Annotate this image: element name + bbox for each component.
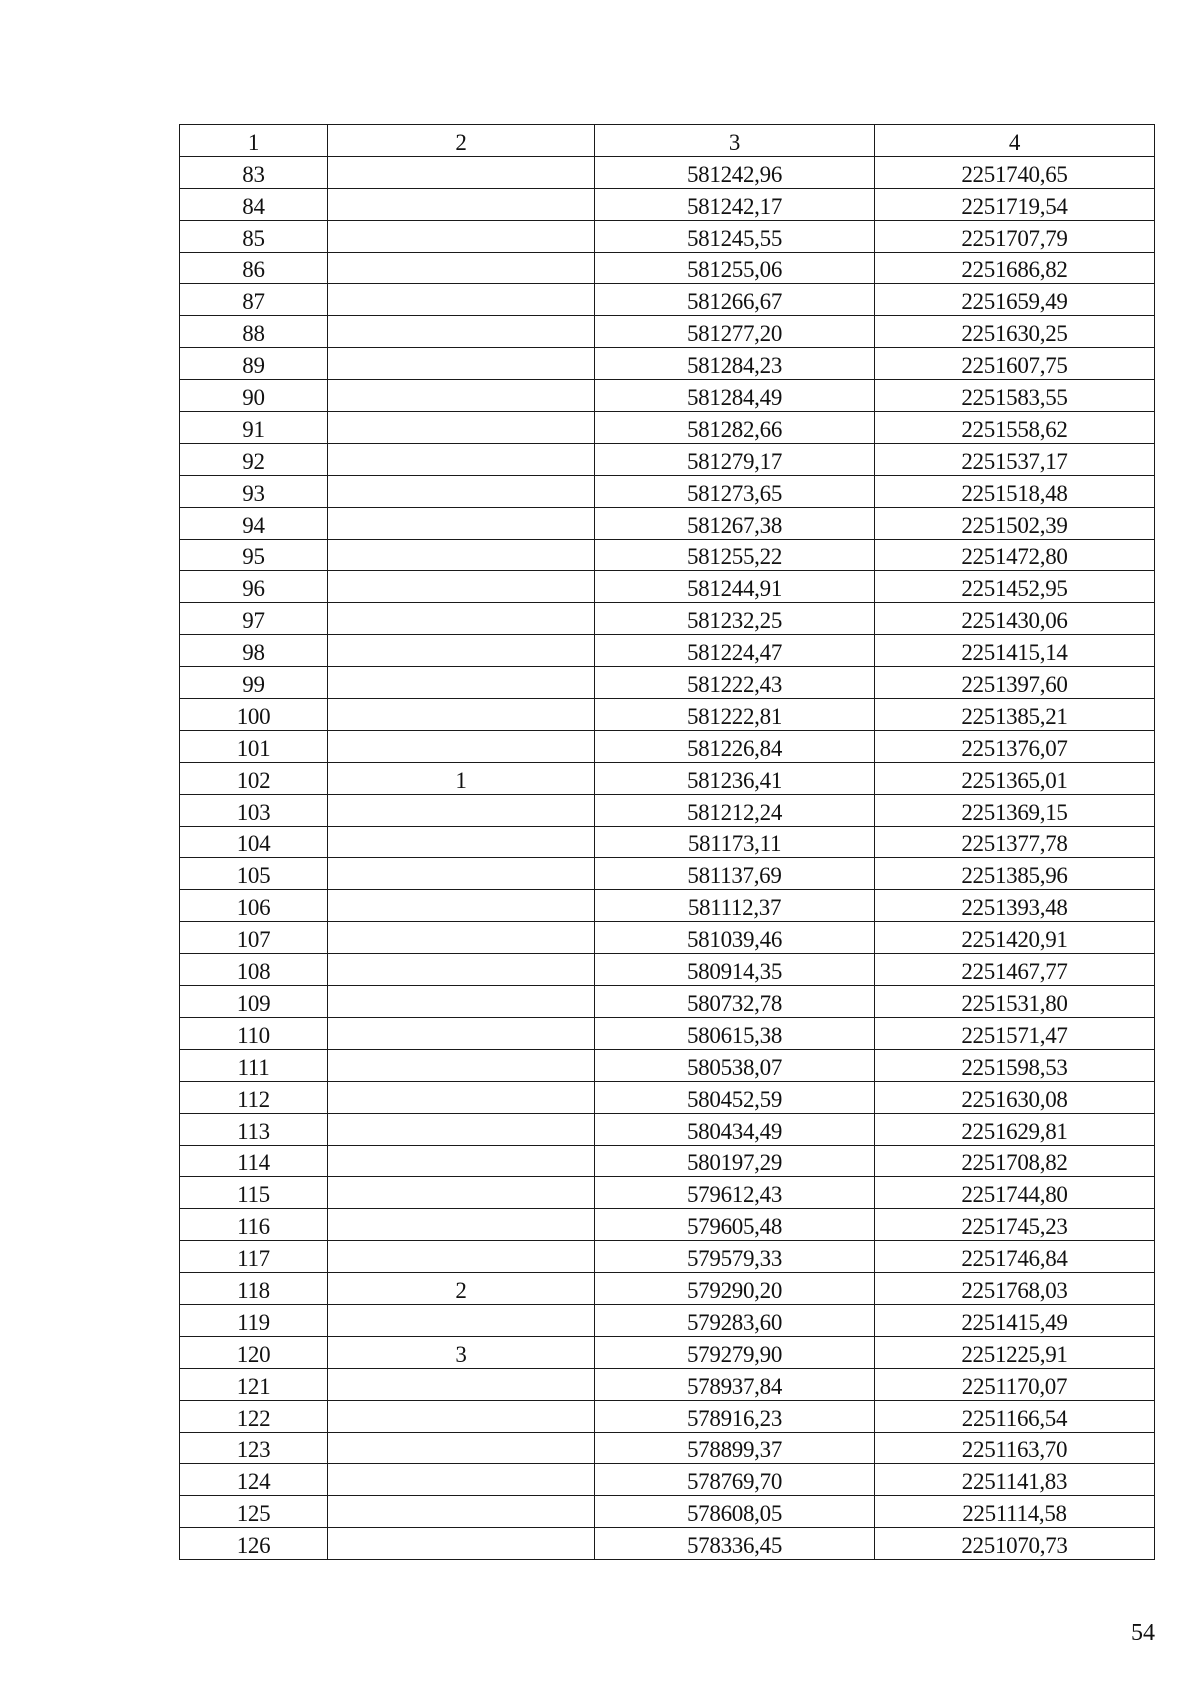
table-row: [180, 635, 1155, 667]
x-coordinate-cell: 581267,38: [595, 507, 875, 539]
y-coordinate-cell: 2251163,70: [875, 1432, 1155, 1464]
point-number-cell: 115: [180, 1177, 328, 1209]
section-number-cell: [328, 890, 595, 922]
x-coordinate-cell: 581282,66: [595, 412, 875, 444]
table-row: [180, 475, 1155, 507]
y-coordinate-cell: 2251365,01: [875, 762, 1155, 794]
section-number-cell: [328, 475, 595, 507]
y-coordinate-cell: 2251070,73: [875, 1528, 1155, 1560]
x-coordinate-cell: 581222,43: [595, 667, 875, 699]
x-coordinate-cell: 581173,11: [595, 826, 875, 858]
column-header-2: 2: [328, 125, 595, 157]
y-coordinate-cell: 2251393,48: [875, 890, 1155, 922]
section-number-cell: 1: [328, 762, 595, 794]
y-coordinate-cell: 2251377,78: [875, 826, 1155, 858]
table-row: [180, 1113, 1155, 1145]
point-number-cell: 107: [180, 922, 328, 954]
table-row: [180, 1017, 1155, 1049]
section-number-cell: [328, 1464, 595, 1496]
point-number-cell: 99: [180, 667, 328, 699]
section-number-cell: [328, 316, 595, 348]
table-row: [180, 252, 1155, 284]
section-number-cell: [328, 986, 595, 1018]
coordinates-table: [179, 124, 1155, 1560]
point-number-cell: 84: [180, 188, 328, 220]
x-coordinate-cell: 579283,60: [595, 1304, 875, 1336]
y-coordinate-cell: 2251166,54: [875, 1400, 1155, 1432]
point-number-cell: 122: [180, 1400, 328, 1432]
x-coordinate-cell: 579290,20: [595, 1273, 875, 1305]
y-coordinate-cell: 2251598,53: [875, 1049, 1155, 1081]
point-number-cell: 94: [180, 507, 328, 539]
point-number-cell: 124: [180, 1464, 328, 1496]
point-number-cell: 83: [180, 156, 328, 188]
section-number-cell: [328, 284, 595, 316]
x-coordinate-cell: 579612,43: [595, 1177, 875, 1209]
section-number-cell: [328, 603, 595, 635]
y-coordinate-cell: 2251225,91: [875, 1336, 1155, 1368]
point-number-cell: 95: [180, 539, 328, 571]
column-header-1: 1: [180, 125, 328, 157]
point-number-cell: 119: [180, 1304, 328, 1336]
point-number-cell: 113: [180, 1113, 328, 1145]
section-number-cell: [328, 539, 595, 571]
x-coordinate-cell: 581236,41: [595, 762, 875, 794]
x-coordinate-cell: 581232,25: [595, 603, 875, 635]
table-header: [180, 125, 1155, 157]
point-number-cell: 117: [180, 1241, 328, 1273]
point-number-cell: 85: [180, 220, 328, 252]
point-number-cell: 118: [180, 1273, 328, 1305]
x-coordinate-cell: 581279,17: [595, 443, 875, 475]
table-row: [180, 571, 1155, 603]
x-coordinate-cell: 578937,84: [595, 1368, 875, 1400]
y-coordinate-cell: 2251502,39: [875, 507, 1155, 539]
table-row: [180, 412, 1155, 444]
table-row: [180, 1304, 1155, 1336]
x-coordinate-cell: 580538,07: [595, 1049, 875, 1081]
point-number-cell: 93: [180, 475, 328, 507]
table-row: [180, 954, 1155, 986]
x-coordinate-cell: 580732,78: [595, 986, 875, 1018]
point-number-cell: 90: [180, 380, 328, 412]
y-coordinate-cell: 2251571,47: [875, 1017, 1155, 1049]
y-coordinate-cell: 2251768,03: [875, 1273, 1155, 1305]
table-row: [180, 1368, 1155, 1400]
point-number-cell: 116: [180, 1209, 328, 1241]
table-row: [180, 986, 1155, 1018]
y-coordinate-cell: 2251746,84: [875, 1241, 1155, 1273]
section-number-cell: [328, 1145, 595, 1177]
y-coordinate-cell: 2251420,91: [875, 922, 1155, 954]
section-number-cell: [328, 1113, 595, 1145]
y-coordinate-cell: 2251745,23: [875, 1209, 1155, 1241]
point-number-cell: 103: [180, 794, 328, 826]
point-number-cell: 86: [180, 252, 328, 284]
point-number-cell: 101: [180, 730, 328, 762]
table-row: [180, 220, 1155, 252]
point-number-cell: 125: [180, 1496, 328, 1528]
point-number-cell: 89: [180, 348, 328, 380]
x-coordinate-cell: 579605,48: [595, 1209, 875, 1241]
point-number-cell: 88: [180, 316, 328, 348]
section-number-cell: [328, 667, 595, 699]
y-coordinate-cell: 2251583,55: [875, 380, 1155, 412]
y-coordinate-cell: 2251629,81: [875, 1113, 1155, 1145]
y-coordinate-cell: 2251537,17: [875, 443, 1155, 475]
y-coordinate-cell: 2251531,80: [875, 986, 1155, 1018]
y-coordinate-cell: 2251607,75: [875, 348, 1155, 380]
section-number-cell: [328, 412, 595, 444]
section-number-cell: [328, 1304, 595, 1336]
point-number-cell: 96: [180, 571, 328, 603]
point-number-cell: 120: [180, 1336, 328, 1368]
table-row: [180, 922, 1155, 954]
x-coordinate-cell: 578608,05: [595, 1496, 875, 1528]
x-coordinate-cell: 581137,69: [595, 858, 875, 890]
y-coordinate-cell: 2251369,15: [875, 794, 1155, 826]
table-row: [180, 699, 1155, 731]
y-coordinate-cell: 2251719,54: [875, 188, 1155, 220]
point-number-cell: 97: [180, 603, 328, 635]
section-number-cell: [328, 188, 595, 220]
x-coordinate-cell: 581224,47: [595, 635, 875, 667]
section-number-cell: [328, 699, 595, 731]
table-row: [180, 603, 1155, 635]
section-number-cell: [328, 156, 595, 188]
table-row: [180, 1209, 1155, 1241]
x-coordinate-cell: 581244,91: [595, 571, 875, 603]
x-coordinate-cell: 581245,55: [595, 220, 875, 252]
point-number-cell: 87: [180, 284, 328, 316]
y-coordinate-cell: 2251415,49: [875, 1304, 1155, 1336]
y-coordinate-cell: 2251518,48: [875, 475, 1155, 507]
y-coordinate-cell: 2251707,79: [875, 220, 1155, 252]
table-row: [180, 667, 1155, 699]
table-row: [180, 156, 1155, 188]
section-number-cell: [328, 380, 595, 412]
y-coordinate-cell: 2251452,95: [875, 571, 1155, 603]
table-row: [180, 316, 1155, 348]
x-coordinate-cell: 579279,90: [595, 1336, 875, 1368]
point-number-cell: 92: [180, 443, 328, 475]
section-number-cell: [328, 571, 595, 603]
point-number-cell: 121: [180, 1368, 328, 1400]
y-coordinate-cell: 2251397,60: [875, 667, 1155, 699]
y-coordinate-cell: 2251744,80: [875, 1177, 1155, 1209]
table-row: [180, 443, 1155, 475]
section-number-cell: [328, 348, 595, 380]
table-row: [180, 1336, 1155, 1368]
table-row: [180, 284, 1155, 316]
x-coordinate-cell: 578916,23: [595, 1400, 875, 1432]
y-coordinate-cell: 2251472,80: [875, 539, 1155, 571]
y-coordinate-cell: 2251385,21: [875, 699, 1155, 731]
section-number-cell: [328, 922, 595, 954]
table-row: [180, 858, 1155, 890]
section-number-cell: [328, 1017, 595, 1049]
table-row: [180, 507, 1155, 539]
point-number-cell: 91: [180, 412, 328, 444]
x-coordinate-cell: 580914,35: [595, 954, 875, 986]
table-row: [180, 1432, 1155, 1464]
section-number-cell: [328, 220, 595, 252]
y-coordinate-cell: 2251630,25: [875, 316, 1155, 348]
x-coordinate-cell: 581255,06: [595, 252, 875, 284]
table-row: [180, 1400, 1155, 1432]
y-coordinate-cell: 2251740,65: [875, 156, 1155, 188]
point-number-cell: 126: [180, 1528, 328, 1560]
section-number-cell: [328, 443, 595, 475]
point-number-cell: 114: [180, 1145, 328, 1177]
x-coordinate-cell: 581222,81: [595, 699, 875, 731]
x-coordinate-cell: 578899,37: [595, 1432, 875, 1464]
section-number-cell: [328, 1177, 595, 1209]
point-number-cell: 109: [180, 986, 328, 1018]
x-coordinate-cell: 579579,33: [595, 1241, 875, 1273]
section-number-cell: 2: [328, 1273, 595, 1305]
table-row: [180, 188, 1155, 220]
table-row: [180, 1496, 1155, 1528]
x-coordinate-cell: 580452,59: [595, 1081, 875, 1113]
section-number-cell: [328, 1241, 595, 1273]
y-coordinate-cell: 2251630,08: [875, 1081, 1155, 1113]
table-row: [180, 1145, 1155, 1177]
point-number-cell: 104: [180, 826, 328, 858]
table-row: [180, 1049, 1155, 1081]
section-number-cell: [328, 1209, 595, 1241]
column-header-4: 4: [875, 125, 1155, 157]
section-number-cell: [328, 1528, 595, 1560]
table-row: [180, 762, 1155, 794]
x-coordinate-cell: 581284,23: [595, 348, 875, 380]
table-row: [180, 380, 1155, 412]
point-number-cell: 98: [180, 635, 328, 667]
y-coordinate-cell: 2251708,82: [875, 1145, 1155, 1177]
x-coordinate-cell: 581266,67: [595, 284, 875, 316]
section-number-cell: [328, 1081, 595, 1113]
y-coordinate-cell: 2251114,58: [875, 1496, 1155, 1528]
x-coordinate-cell: 581226,84: [595, 730, 875, 762]
table-row: [180, 890, 1155, 922]
table-row: [180, 794, 1155, 826]
section-number-cell: [328, 730, 595, 762]
x-coordinate-cell: 581112,37: [595, 890, 875, 922]
x-coordinate-cell: 580615,38: [595, 1017, 875, 1049]
x-coordinate-cell: 581284,49: [595, 380, 875, 412]
x-coordinate-cell: 581242,96: [595, 156, 875, 188]
point-number-cell: 111: [180, 1049, 328, 1081]
x-coordinate-cell: 581242,17: [595, 188, 875, 220]
table-row: [180, 1081, 1155, 1113]
table-row: [180, 826, 1155, 858]
table-row: [180, 348, 1155, 380]
y-coordinate-cell: 2251170,07: [875, 1368, 1155, 1400]
page-number: 54: [1131, 1620, 1155, 1646]
y-coordinate-cell: 2251141,83: [875, 1464, 1155, 1496]
table-row: [180, 730, 1155, 762]
y-coordinate-cell: 2251376,07: [875, 730, 1155, 762]
x-coordinate-cell: 581255,22: [595, 539, 875, 571]
y-coordinate-cell: 2251430,06: [875, 603, 1155, 635]
section-number-cell: [328, 1432, 595, 1464]
header-row: [180, 125, 1155, 157]
y-coordinate-cell: 2251467,77: [875, 954, 1155, 986]
point-number-cell: 112: [180, 1081, 328, 1113]
section-number-cell: [328, 954, 595, 986]
y-coordinate-cell: 2251659,49: [875, 284, 1155, 316]
point-number-cell: 123: [180, 1432, 328, 1464]
point-number-cell: 106: [180, 890, 328, 922]
x-coordinate-cell: 581039,46: [595, 922, 875, 954]
x-coordinate-cell: 580197,29: [595, 1145, 875, 1177]
x-coordinate-cell: 581212,24: [595, 794, 875, 826]
table-body: [180, 156, 1155, 1559]
section-number-cell: [328, 1368, 595, 1400]
section-number-cell: [328, 794, 595, 826]
x-coordinate-cell: 578336,45: [595, 1528, 875, 1560]
y-coordinate-cell: 2251385,96: [875, 858, 1155, 890]
table-row: [180, 1177, 1155, 1209]
table-row: [180, 1528, 1155, 1560]
section-number-cell: [328, 858, 595, 890]
point-number-cell: 105: [180, 858, 328, 890]
x-coordinate-cell: 581277,20: [595, 316, 875, 348]
x-coordinate-cell: 580434,49: [595, 1113, 875, 1145]
column-header-3: 3: [595, 125, 875, 157]
y-coordinate-cell: 2251558,62: [875, 412, 1155, 444]
point-number-cell: 108: [180, 954, 328, 986]
y-coordinate-cell: 2251415,14: [875, 635, 1155, 667]
point-number-cell: 100: [180, 699, 328, 731]
section-number-cell: [328, 826, 595, 858]
section-number-cell: [328, 507, 595, 539]
x-coordinate-cell: 581273,65: [595, 475, 875, 507]
table-row: [180, 1273, 1155, 1305]
table-row: [180, 539, 1155, 571]
point-number-cell: 110: [180, 1017, 328, 1049]
section-number-cell: 3: [328, 1336, 595, 1368]
section-number-cell: [328, 1400, 595, 1432]
table-row: [180, 1241, 1155, 1273]
section-number-cell: [328, 1049, 595, 1081]
y-coordinate-cell: 2251686,82: [875, 252, 1155, 284]
section-number-cell: [328, 635, 595, 667]
section-number-cell: [328, 252, 595, 284]
table-row: [180, 1464, 1155, 1496]
section-number-cell: [328, 1496, 595, 1528]
point-number-cell: 102: [180, 762, 328, 794]
x-coordinate-cell: 578769,70: [595, 1464, 875, 1496]
